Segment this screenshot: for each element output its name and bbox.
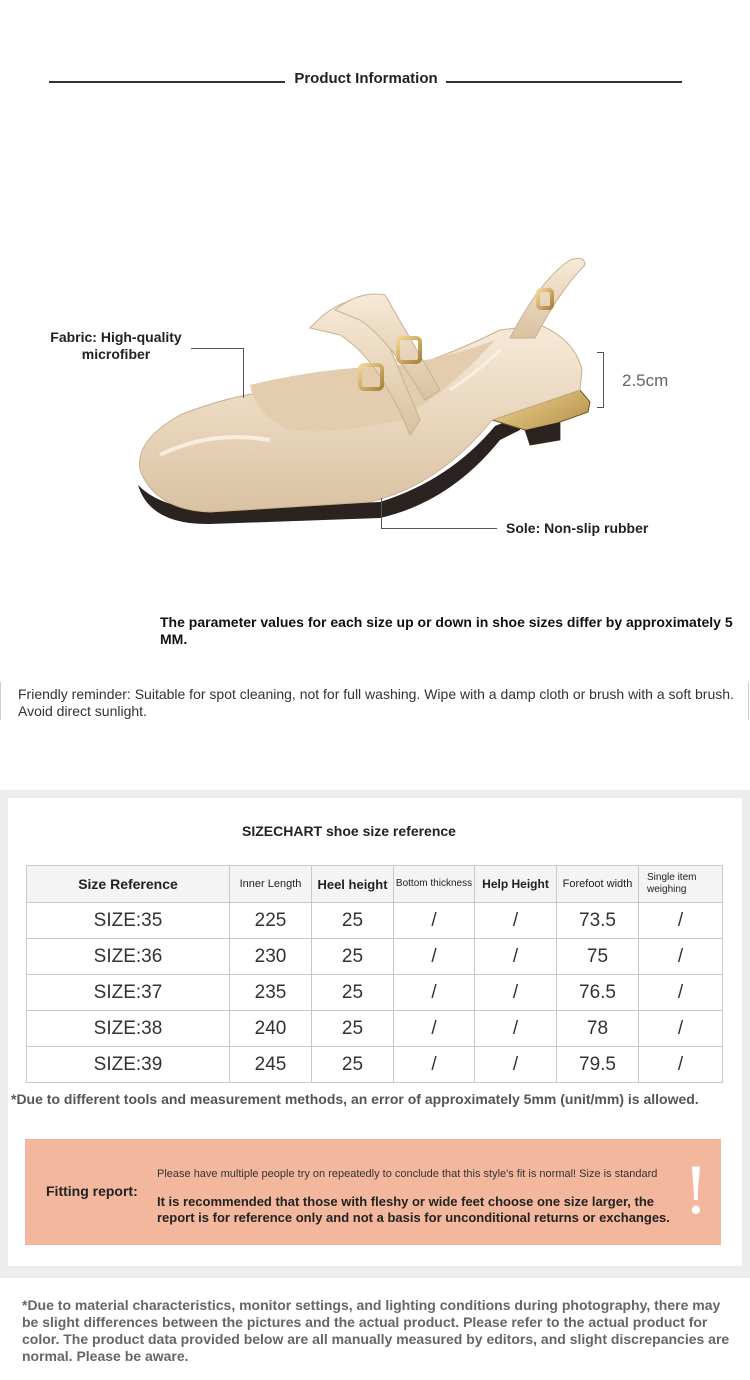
table-cell: 25 bbox=[312, 939, 394, 975]
color-disclaimer: *Due to material characteristics, monitor settings, and lighting conditions during photography, there may be slight differences between the pictures and the actual product. Please refer to the actual product for color. The product data provided below are all manually measured by editors, and slight discrepancies are normal. Please be aware. bbox=[22, 1297, 730, 1364]
fitting-report-label: Fitting report: bbox=[46, 1183, 138, 1199]
reminder-divider-left bbox=[0, 682, 1, 720]
table-row bbox=[27, 903, 723, 939]
table-cell: 240 bbox=[230, 1011, 312, 1047]
table-cell: 25 bbox=[312, 903, 394, 939]
table-cell: / bbox=[639, 975, 723, 1011]
sole-leader-h bbox=[381, 528, 497, 529]
fitting-report-note: Please have multiple people try on repeatedly to conclude that this style's fit is normal! Size is standard bbox=[157, 1168, 658, 1180]
table-cell: / bbox=[475, 903, 557, 939]
header-rule-right bbox=[446, 81, 682, 83]
sole-callout: Sole: Non-slip rubber bbox=[506, 520, 649, 536]
table-cell: / bbox=[394, 1047, 475, 1083]
size-cell: SIZE:37 bbox=[27, 975, 230, 1011]
table-row bbox=[27, 975, 723, 1011]
size-table-header bbox=[27, 866, 723, 903]
table-cell: / bbox=[394, 975, 475, 1011]
heel-dim-bottom bbox=[597, 407, 604, 408]
table-cell: / bbox=[639, 939, 723, 975]
table-cell: 225 bbox=[230, 903, 312, 939]
table-cell: 78 bbox=[557, 1011, 639, 1047]
reminder-divider-right bbox=[748, 682, 749, 720]
table-row bbox=[27, 1047, 723, 1083]
col-header: Size Reference bbox=[27, 866, 230, 903]
size-cell: SIZE:36 bbox=[27, 939, 230, 975]
table-cell: 230 bbox=[230, 939, 312, 975]
col-header: Help Height bbox=[475, 866, 557, 903]
header-rule-left bbox=[49, 81, 285, 83]
exclamation-icon: ! bbox=[683, 1155, 709, 1229]
table-cell: 245 bbox=[230, 1047, 312, 1083]
table-cell: 79.5 bbox=[557, 1047, 639, 1083]
table-cell: / bbox=[394, 903, 475, 939]
table-cell: 25 bbox=[312, 1011, 394, 1047]
table-cell: / bbox=[639, 1011, 723, 1047]
size-table bbox=[26, 865, 723, 1083]
col-header: Bottom thickness bbox=[394, 866, 475, 903]
fabric-leader-v bbox=[243, 348, 244, 398]
col-header: Forefoot width bbox=[557, 866, 639, 903]
table-row bbox=[27, 1011, 723, 1047]
heel-height-label: 2.5cm bbox=[622, 371, 669, 390]
table-cell: / bbox=[394, 1011, 475, 1047]
measurement-error-note: *Due to different tools and measurement methods, an error of approximately 5mm (unit/mm) is allowed. bbox=[11, 1091, 699, 1107]
fabric-callout: Fabric: High-quality microfiber bbox=[50, 329, 182, 362]
table-cell: / bbox=[475, 975, 557, 1011]
size-chart-title: SIZECHART shoe size reference bbox=[242, 823, 456, 839]
shoe-image bbox=[120, 240, 600, 540]
table-cell: 73.5 bbox=[557, 903, 639, 939]
fitting-report bbox=[25, 1139, 721, 1245]
table-cell: 76.5 bbox=[557, 975, 639, 1011]
table-cell: / bbox=[639, 903, 723, 939]
table-cell: / bbox=[475, 939, 557, 975]
col-header: Inner Length bbox=[230, 866, 312, 903]
table-row bbox=[27, 939, 723, 975]
table-cell: / bbox=[394, 939, 475, 975]
page-title: Product Information bbox=[294, 70, 438, 87]
table-cell: 235 bbox=[230, 975, 312, 1011]
table-cell: 25 bbox=[312, 975, 394, 1011]
table-cell: / bbox=[475, 1047, 557, 1083]
col-header: Heel height bbox=[312, 866, 394, 903]
table-cell: 75 bbox=[557, 939, 639, 975]
size-cell: SIZE:39 bbox=[27, 1047, 230, 1083]
table-cell: / bbox=[639, 1047, 723, 1083]
table-cell: 25 bbox=[312, 1047, 394, 1083]
fitting-report-recommendation: It is recommended that those with fleshy or wide feet choose one size larger, the report is for reference only and not a basis for unconditional returns or exchanges. bbox=[157, 1194, 670, 1225]
heel-dim-line bbox=[603, 352, 604, 408]
table-cell: / bbox=[475, 1011, 557, 1047]
parameter-note: The parameter values for each size up or down in shoe sizes differ by approximately 5 MM. bbox=[160, 614, 733, 647]
size-cell: SIZE:35 bbox=[27, 903, 230, 939]
col-header: Single item weighing bbox=[639, 866, 723, 903]
size-cell: SIZE:38 bbox=[27, 1011, 230, 1047]
sole-leader-v bbox=[381, 498, 382, 529]
fabric-leader-h bbox=[191, 348, 244, 349]
care-reminder: Friendly reminder: Suitable for spot cleaning, not for full washing. Wipe with a damp cloth or brush with a soft brush. Avoid direct sunlight. bbox=[18, 686, 734, 719]
